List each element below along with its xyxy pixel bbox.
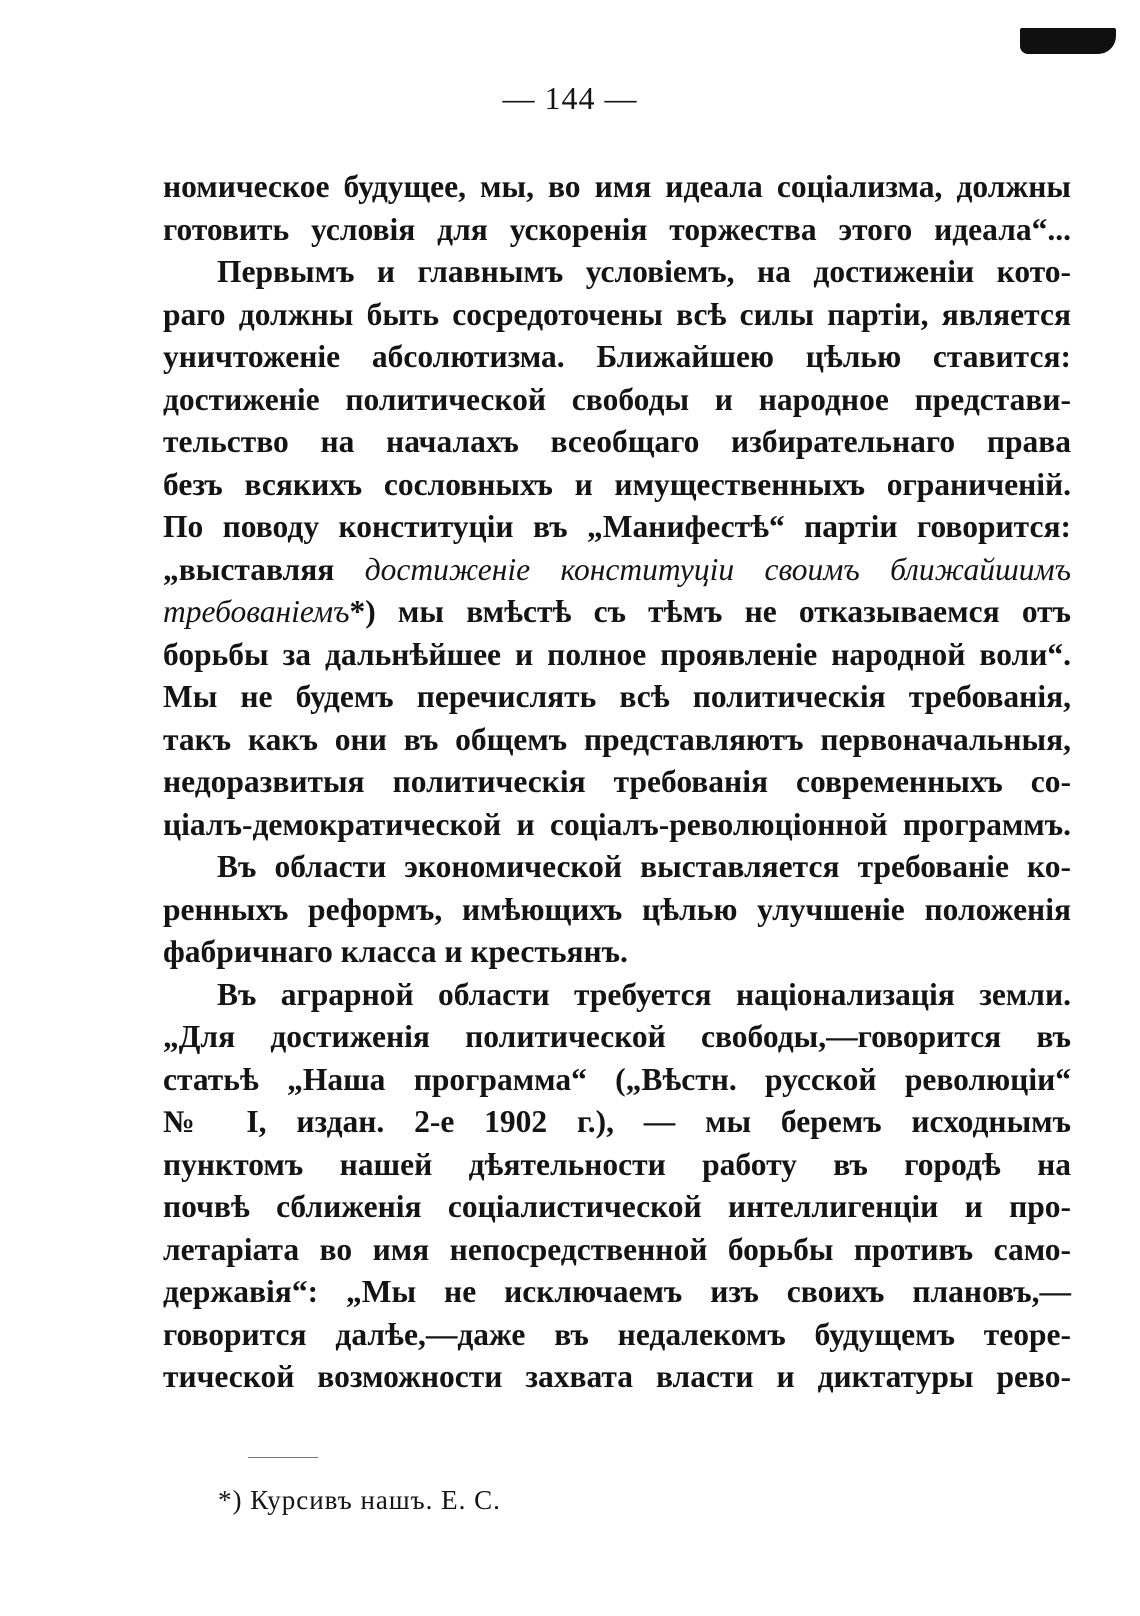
text-line: статьѣ „Наша программа“ („Вѣстн. русской революціи“ <box>163 1061 1071 1097</box>
text-line: ціалъ-демократической и соціалъ-революціонной программъ. <box>163 806 1071 842</box>
text-line: безъ всякихъ сословныхъ и имущественныхъ ограниченій. <box>163 466 1071 502</box>
text-line: державія“: „Мы не исключаемъ изъ своихъ плановъ,— <box>163 1274 1071 1309</box>
text-line: тельство на началахъ всеобщаго избирательнаго права <box>163 424 1071 459</box>
text-line: почвѣ сближенія соціалистической интеллигенціи и про- <box>163 1189 1071 1224</box>
text-line-quote-cont <box>163 591 1071 634</box>
text-line: Въ области экономической выставляется требованіе ко- <box>217 849 1071 884</box>
text-line: Въ аграрной области требуется націонализація земли. <box>217 976 1071 1012</box>
footnote: *) Курсивъ нашъ. Е. С. <box>218 1485 501 1515</box>
text-line: № I, издан. 2-е 1902 г.), — мы беремъ исходнымъ <box>163 1104 1071 1139</box>
text-line: ренныхъ реформъ, имѣющихъ цѣлью улучшеніе положенія <box>163 891 1071 927</box>
text-line: По поводу конституціи въ „Манифестѣ“ партіи говорится: <box>163 509 1071 544</box>
text-line: раго должны быть сосредоточены всѣ силы партіи, является <box>163 296 1071 332</box>
text-line-quote-start <box>163 549 1071 592</box>
text-line: летаріата во имя непосредственной борьбы противъ само- <box>163 1231 1071 1267</box>
text-line: фабричнаго класса и крестьянъ. <box>163 934 628 969</box>
text-line: тической возможности захвата власти и диктатуры рево- <box>163 1359 1071 1394</box>
quote-lead: „выставляя <box>163 551 335 587</box>
text-line: Мы не будемъ перечислять всѣ политическія требованія, <box>163 679 1071 714</box>
text-line: такъ какъ они въ общемъ представляютъ первоначальныя, <box>163 721 1071 757</box>
text-line: борьбы за дальнѣйшее и полное проявленіе народной воли“. <box>163 636 1071 672</box>
text-line: недоразвитыя политическія требованія современныхъ со- <box>163 764 1071 799</box>
text-line: номическое будущее, мы, во имя идеала соціализма, должны <box>163 169 1071 204</box>
text-line: Первымъ и главнымъ условіемъ, на достиженіи кото- <box>217 254 1071 289</box>
body-text <box>163 166 1071 1399</box>
text-line: „Для достиженія политической свободы,—говорится въ <box>163 1019 1071 1054</box>
page-number: — 144 — <box>502 80 638 116</box>
italic-word: требованіемъ <box>163 594 350 629</box>
text-line: достиженіе политической свободы и народное представи- <box>163 381 1071 417</box>
italic-phrase: достиженіе конституціи своимъ ближайшимъ <box>364 551 1071 587</box>
text-line: готовить условія для ускоренія торжества этого идеала“... <box>163 211 1071 247</box>
footnote-divider <box>248 1457 318 1458</box>
text-line: пунктомъ нашей дѣятельности работу въ городѣ на <box>163 1146 1071 1182</box>
scan-corner-mark <box>1020 28 1116 54</box>
quote-continuation: *) мы вмѣстѣ съ тѣмъ не отказываемся отъ <box>349 594 1071 629</box>
text-line: уничтоженіе абсолютизма. Ближайшею цѣлью ставится: <box>163 339 1071 374</box>
text-line: говорится далѣе,—даже въ недалекомъ будущемъ теоре- <box>163 1316 1071 1352</box>
